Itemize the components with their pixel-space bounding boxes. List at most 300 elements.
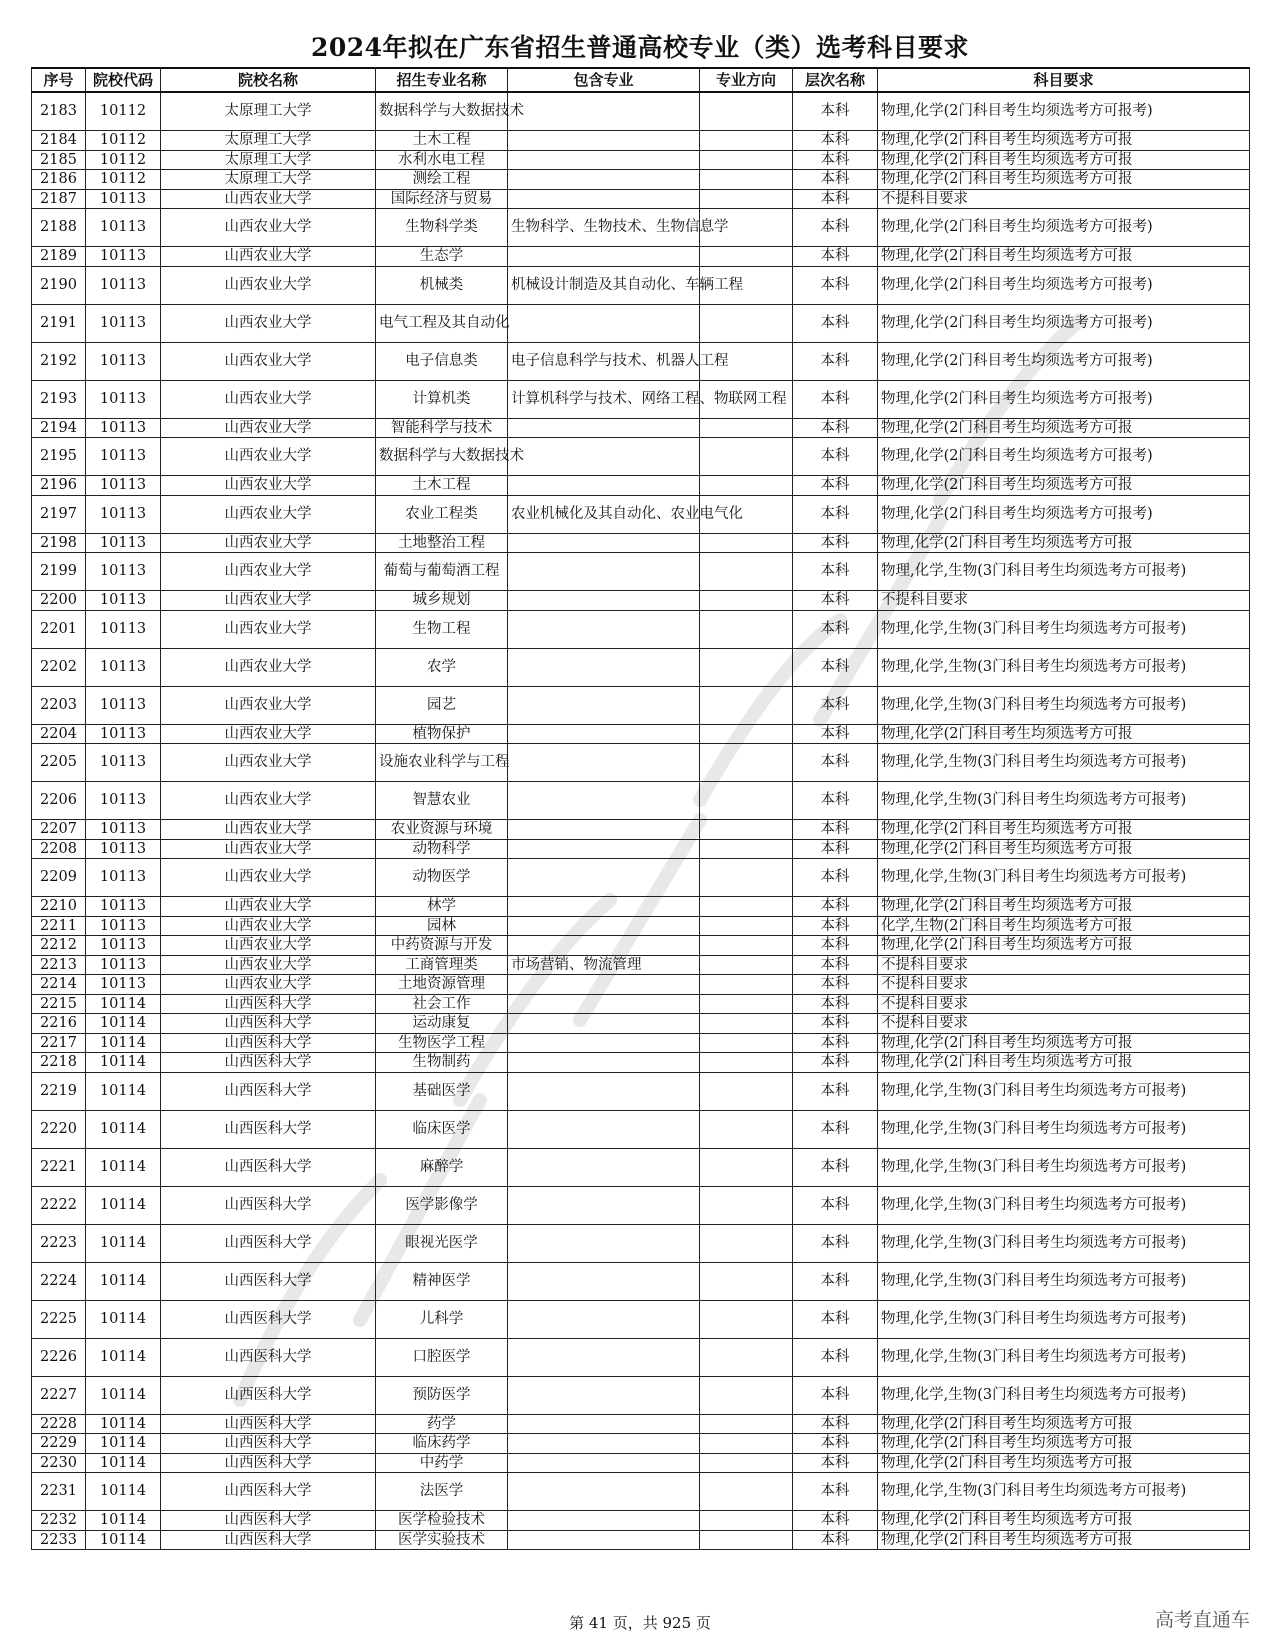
table-row <box>32 495 1250 533</box>
table-row <box>32 438 1250 476</box>
cell-level: 本科 <box>793 1053 878 1073</box>
cell-school-name: 山西医科大学 <box>161 1072 376 1110</box>
cell-level: 本科 <box>793 782 878 820</box>
page-title: 2024年拟在广东省招生普通高校专业（类）选考科目要求 <box>310 33 970 62</box>
cell-requirements: 物理,化学,生物(3门科目考生均须选考方可报考) <box>878 1224 1250 1262</box>
requirements-table <box>31 67 1250 1550</box>
cell-requirements: 物理,化学,生物(3门科目考生均须选考方可报考) <box>878 1072 1250 1110</box>
cell-direction <box>700 591 793 611</box>
table-row <box>32 994 1250 1014</box>
cell-index: 2201 <box>32 610 86 648</box>
cell-included-majors <box>508 1148 700 1186</box>
table-row <box>32 304 1250 342</box>
table-header-row <box>32 68 1250 92</box>
cell-level: 本科 <box>793 553 878 591</box>
cell-requirements: 物理,化学(2门科目考生均须选考方可报考) <box>878 92 1250 131</box>
cell-direction <box>700 1262 793 1300</box>
table-row <box>32 1186 1250 1224</box>
cell-included-majors <box>508 1453 700 1473</box>
cell-school-code: 10113 <box>86 533 161 553</box>
cell-included-majors: 生物科学、生物技术、生物信息学 <box>508 209 700 247</box>
cell-major-name: 机械类 <box>376 266 508 304</box>
table-row <box>32 591 1250 611</box>
cell-index: 2225 <box>32 1300 86 1338</box>
cell-direction <box>700 1224 793 1262</box>
cell-school-code: 10114 <box>86 1473 161 1511</box>
cell-major-name: 土木工程 <box>376 476 508 496</box>
cell-major-name: 临床医学 <box>376 1110 508 1148</box>
brand-watermark: 高考直通车 <box>1154 1609 1250 1631</box>
cell-direction <box>700 820 793 840</box>
cell-direction <box>700 975 793 995</box>
cell-level: 本科 <box>793 380 878 418</box>
cell-level: 本科 <box>793 342 878 380</box>
cell-level: 本科 <box>793 744 878 782</box>
cell-school-name: 山西农业大学 <box>161 342 376 380</box>
cell-level: 本科 <box>793 438 878 476</box>
cell-school-code: 10113 <box>86 897 161 917</box>
table-row <box>32 744 1250 782</box>
cell-direction <box>700 304 793 342</box>
cell-index: 2226 <box>32 1338 86 1376</box>
cell-index: 2186 <box>32 170 86 190</box>
cell-requirements: 物理,化学(2门科目考生均须选考方可报 <box>878 1511 1250 1531</box>
cell-level: 本科 <box>793 1224 878 1262</box>
cell-school-name: 山西医科大学 <box>161 1014 376 1034</box>
cell-school-code: 10114 <box>86 1014 161 1034</box>
cell-index: 2229 <box>32 1434 86 1454</box>
cell-requirements: 不提科目要求 <box>878 994 1250 1014</box>
cell-major-name: 法医学 <box>376 1473 508 1511</box>
table-row <box>32 936 1250 956</box>
cell-requirements: 物理,化学,生物(3门科目考生均须选考方可报考) <box>878 1473 1250 1511</box>
cell-school-code: 10113 <box>86 304 161 342</box>
cell-school-code: 10113 <box>86 189 161 209</box>
table-row <box>32 1148 1250 1186</box>
cell-school-name: 山西医科大学 <box>161 1224 376 1262</box>
cell-included-majors <box>508 476 700 496</box>
cell-requirements: 物理,化学,生物(3门科目考生均须选考方可报考) <box>878 686 1250 724</box>
cell-level: 本科 <box>793 839 878 859</box>
table-row <box>32 648 1250 686</box>
cell-direction <box>700 553 793 591</box>
table-row <box>32 686 1250 724</box>
cell-school-name: 山西农业大学 <box>161 859 376 897</box>
cell-school-code: 10114 <box>86 994 161 1014</box>
cell-direction <box>700 418 793 438</box>
cell-level: 本科 <box>793 1434 878 1454</box>
cell-requirements: 物理,化学,生物(3门科目考生均须选考方可报考) <box>878 610 1250 648</box>
cell-school-name: 山西医科大学 <box>161 1414 376 1434</box>
cell-level: 本科 <box>793 897 878 917</box>
cell-major-name: 土地整治工程 <box>376 533 508 553</box>
cell-major-name: 预防医学 <box>376 1376 508 1414</box>
cell-index: 2199 <box>32 553 86 591</box>
cell-included-majors <box>508 724 700 744</box>
cell-level: 本科 <box>793 1511 878 1531</box>
cell-school-name: 太原理工大学 <box>161 170 376 190</box>
cell-level: 本科 <box>793 1072 878 1110</box>
cell-direction <box>700 1033 793 1053</box>
cell-major-name: 生态学 <box>376 247 508 267</box>
table-row <box>32 1473 1250 1511</box>
cell-included-majors <box>508 1224 700 1262</box>
cell-included-majors <box>508 189 700 209</box>
cell-school-code: 10113 <box>86 418 161 438</box>
cell-school-name: 山西农业大学 <box>161 686 376 724</box>
cell-included-majors <box>508 418 700 438</box>
cell-included-majors <box>508 533 700 553</box>
page-footer: 第 41 页，共 925 页 <box>569 1614 711 1632</box>
cell-level: 本科 <box>793 170 878 190</box>
cell-school-name: 山西农业大学 <box>161 553 376 591</box>
cell-school-name: 山西医科大学 <box>161 1033 376 1053</box>
cell-major-name: 水利水电工程 <box>376 150 508 170</box>
cell-school-name: 山西农业大学 <box>161 975 376 995</box>
cell-school-name: 山西农业大学 <box>161 782 376 820</box>
table-row <box>32 1300 1250 1338</box>
table-row <box>32 859 1250 897</box>
cell-school-name: 山西农业大学 <box>161 839 376 859</box>
cell-included-majors <box>508 92 700 131</box>
cell-school-name: 山西医科大学 <box>161 1300 376 1338</box>
table-row <box>32 820 1250 840</box>
cell-school-code: 10114 <box>86 1262 161 1300</box>
table-row <box>32 209 1250 247</box>
cell-major-name: 生物工程 <box>376 610 508 648</box>
cell-included-majors <box>508 936 700 956</box>
cell-major-name: 园艺 <box>376 686 508 724</box>
cell-major-name: 植物保护 <box>376 724 508 744</box>
cell-direction <box>700 1473 793 1511</box>
cell-included-majors <box>508 859 700 897</box>
cell-major-name: 动物医学 <box>376 859 508 897</box>
cell-index: 2208 <box>32 839 86 859</box>
cell-major-name: 医学影像学 <box>376 1186 508 1224</box>
cell-included-majors <box>508 1014 700 1034</box>
cell-major-name: 麻醉学 <box>376 1148 508 1186</box>
col-header-major-name: 招生专业名称 <box>376 68 508 92</box>
cell-included-majors <box>508 994 700 1014</box>
cell-school-name: 山西医科大学 <box>161 1511 376 1531</box>
cell-direction <box>700 533 793 553</box>
cell-major-name: 农业工程类 <box>376 495 508 533</box>
cell-requirements: 物理,化学(2门科目考生均须选考方可报 <box>878 1414 1250 1434</box>
cell-included-majors <box>508 304 700 342</box>
cell-index: 2197 <box>32 495 86 533</box>
cell-requirements: 化学,生物(2门科目考生均须选考方可报 <box>878 916 1250 936</box>
table-row <box>32 1262 1250 1300</box>
cell-index: 2221 <box>32 1148 86 1186</box>
table-row <box>32 1014 1250 1034</box>
cell-index: 2231 <box>32 1473 86 1511</box>
col-header-requirements: 科目要求 <box>878 68 1250 92</box>
cell-index: 2210 <box>32 897 86 917</box>
cell-school-code: 10113 <box>86 495 161 533</box>
cell-included-majors <box>508 839 700 859</box>
cell-major-name: 城乡规划 <box>376 591 508 611</box>
cell-requirements: 物理,化学(2门科目考生均须选考方可报考) <box>878 266 1250 304</box>
cell-requirements: 物理,化学(2门科目考生均须选考方可报考) <box>878 438 1250 476</box>
cell-school-code: 10112 <box>86 170 161 190</box>
cell-index: 2200 <box>32 591 86 611</box>
cell-school-code: 10114 <box>86 1072 161 1110</box>
cell-school-name: 山西农业大学 <box>161 476 376 496</box>
table-row <box>32 1530 1250 1550</box>
table-row <box>32 533 1250 553</box>
cell-direction <box>700 1186 793 1224</box>
col-header-direction: 专业方向 <box>700 68 793 92</box>
cell-school-code: 10113 <box>86 686 161 724</box>
cell-school-code: 10114 <box>86 1453 161 1473</box>
cell-major-name: 土地资源管理 <box>376 975 508 995</box>
table-row <box>32 1338 1250 1376</box>
cell-requirements: 物理,化学(2门科目考生均须选考方可报 <box>878 1033 1250 1053</box>
col-header-school-code: 院校代码 <box>86 68 161 92</box>
cell-requirements: 物理,化学,生物(3门科目考生均须选考方可报考) <box>878 859 1250 897</box>
cell-requirements: 物理,化学(2门科目考生均须选考方可报考) <box>878 304 1250 342</box>
cell-requirements: 物理,化学,生物(3门科目考生均须选考方可报考) <box>878 1148 1250 1186</box>
cell-requirements: 物理,化学,生物(3门科目考生均须选考方可报考) <box>878 1300 1250 1338</box>
cell-level: 本科 <box>793 247 878 267</box>
cell-school-code: 10113 <box>86 975 161 995</box>
cell-requirements: 物理,化学(2门科目考生均须选考方可报 <box>878 839 1250 859</box>
cell-major-name: 葡萄与葡萄酒工程 <box>376 553 508 591</box>
cell-school-code: 10113 <box>86 553 161 591</box>
cell-school-code: 10113 <box>86 209 161 247</box>
cell-school-name: 山西农业大学 <box>161 936 376 956</box>
cell-school-code: 10114 <box>86 1224 161 1262</box>
cell-school-code: 10113 <box>86 610 161 648</box>
cell-school-name: 山西农业大学 <box>161 247 376 267</box>
cell-school-code: 10113 <box>86 859 161 897</box>
cell-included-majors <box>508 1300 700 1338</box>
cell-index: 2222 <box>32 1186 86 1224</box>
cell-included-majors <box>508 1338 700 1376</box>
cell-index: 2218 <box>32 1053 86 1073</box>
cell-included-majors: 机械设计制造及其自动化、车辆工程 <box>508 266 700 304</box>
cell-school-name: 太原理工大学 <box>161 150 376 170</box>
cell-major-name: 计算机类 <box>376 380 508 418</box>
cell-direction <box>700 438 793 476</box>
cell-major-name: 数据科学与大数据技术 <box>376 438 508 476</box>
cell-school-name: 山西农业大学 <box>161 438 376 476</box>
cell-index: 2220 <box>32 1110 86 1148</box>
cell-direction <box>700 1072 793 1110</box>
cell-school-name: 太原理工大学 <box>161 92 376 131</box>
cell-direction <box>700 476 793 496</box>
cell-major-name: 土木工程 <box>376 131 508 151</box>
cell-included-majors: 计算机科学与技术、网络工程、物联网工程 <box>508 380 700 418</box>
cell-included-majors <box>508 247 700 267</box>
cell-direction <box>700 724 793 744</box>
cell-level: 本科 <box>793 1148 878 1186</box>
cell-major-name: 儿科学 <box>376 1300 508 1338</box>
cell-index: 2203 <box>32 686 86 724</box>
cell-index: 2228 <box>32 1414 86 1434</box>
cell-index: 2217 <box>32 1033 86 1053</box>
cell-school-name: 山西医科大学 <box>161 1338 376 1376</box>
table-row <box>32 131 1250 151</box>
cell-index: 2189 <box>32 247 86 267</box>
cell-direction <box>700 610 793 648</box>
table-row <box>32 553 1250 591</box>
cell-level: 本科 <box>793 533 878 553</box>
cell-school-code: 10114 <box>86 1110 161 1148</box>
cell-level: 本科 <box>793 150 878 170</box>
cell-index: 2230 <box>32 1453 86 1473</box>
cell-requirements: 物理,化学(2门科目考生均须选考方可报 <box>878 1053 1250 1073</box>
cell-requirements: 物理,化学,生物(3门科目考生均须选考方可报考) <box>878 1186 1250 1224</box>
cell-level: 本科 <box>793 1110 878 1148</box>
cell-direction <box>700 916 793 936</box>
cell-major-name: 生物科学类 <box>376 209 508 247</box>
table-row <box>32 266 1250 304</box>
cell-direction <box>700 1434 793 1454</box>
cell-major-name: 生物医学工程 <box>376 1033 508 1053</box>
cell-school-code: 10113 <box>86 916 161 936</box>
cell-level: 本科 <box>793 916 878 936</box>
cell-major-name: 园林 <box>376 916 508 936</box>
cell-requirements: 不提科目要求 <box>878 189 1250 209</box>
table-row <box>32 380 1250 418</box>
cell-school-code: 10114 <box>86 1376 161 1414</box>
cell-direction <box>700 131 793 151</box>
cell-included-majors <box>508 610 700 648</box>
cell-index: 2187 <box>32 189 86 209</box>
table-row <box>32 170 1250 190</box>
cell-direction <box>700 897 793 917</box>
table-row <box>32 1453 1250 1473</box>
cell-included-majors <box>508 897 700 917</box>
cell-school-name: 山西农业大学 <box>161 744 376 782</box>
cell-level: 本科 <box>793 610 878 648</box>
cell-direction <box>700 955 793 975</box>
cell-major-name: 基础医学 <box>376 1072 508 1110</box>
cell-school-name: 山西医科大学 <box>161 1262 376 1300</box>
cell-requirements: 物理,化学(2门科目考生均须选考方可报 <box>878 820 1250 840</box>
cell-index: 2232 <box>32 1511 86 1531</box>
cell-included-majors <box>508 591 700 611</box>
cell-index: 2209 <box>32 859 86 897</box>
cell-index: 2202 <box>32 648 86 686</box>
cell-included-majors <box>508 1072 700 1110</box>
cell-major-name: 设施农业科学与工程 <box>376 744 508 782</box>
cell-major-name: 农业资源与环境 <box>376 820 508 840</box>
table-row <box>32 247 1250 267</box>
cell-school-code: 10114 <box>86 1300 161 1338</box>
cell-major-name: 电气工程及其自动化 <box>376 304 508 342</box>
cell-index: 2194 <box>32 418 86 438</box>
cell-index: 2214 <box>32 975 86 995</box>
cell-school-name: 山西农业大学 <box>161 724 376 744</box>
cell-level: 本科 <box>793 1033 878 1053</box>
cell-direction <box>700 994 793 1014</box>
cell-included-majors: 农业机械化及其自动化、农业电气化 <box>508 495 700 533</box>
cell-major-name: 数据科学与大数据技术 <box>376 92 508 131</box>
cell-level: 本科 <box>793 1338 878 1376</box>
cell-requirements: 不提科目要求 <box>878 955 1250 975</box>
cell-school-name: 山西医科大学 <box>161 994 376 1014</box>
cell-level: 本科 <box>793 1262 878 1300</box>
cell-level: 本科 <box>793 686 878 724</box>
cell-level: 本科 <box>793 1414 878 1434</box>
cell-included-majors: 电子信息科学与技术、机器人工程 <box>508 342 700 380</box>
cell-school-name: 山西农业大学 <box>161 897 376 917</box>
cell-requirements: 物理,化学(2门科目考生均须选考方可报 <box>878 533 1250 553</box>
cell-major-name: 生物制药 <box>376 1053 508 1073</box>
table-row <box>32 1053 1250 1073</box>
cell-index: 2211 <box>32 916 86 936</box>
table-row <box>32 1072 1250 1110</box>
cell-included-majors <box>508 1376 700 1414</box>
cell-direction <box>700 1300 793 1338</box>
cell-major-name: 林学 <box>376 897 508 917</box>
cell-level: 本科 <box>793 1300 878 1338</box>
cell-index: 2215 <box>32 994 86 1014</box>
cell-index: 2183 <box>32 92 86 131</box>
col-header-school-name: 院校名称 <box>161 68 376 92</box>
cell-school-code: 10113 <box>86 724 161 744</box>
cell-direction <box>700 1530 793 1550</box>
cell-major-name: 药学 <box>376 1414 508 1434</box>
cell-direction <box>700 744 793 782</box>
cell-direction <box>700 782 793 820</box>
cell-major-name: 动物科学 <box>376 839 508 859</box>
cell-major-name: 中药资源与开发 <box>376 936 508 956</box>
table-row <box>32 1110 1250 1148</box>
cell-level: 本科 <box>793 92 878 131</box>
cell-level: 本科 <box>793 820 878 840</box>
cell-school-name: 山西农业大学 <box>161 189 376 209</box>
cell-school-code: 10112 <box>86 150 161 170</box>
cell-level: 本科 <box>793 859 878 897</box>
cell-included-majors <box>508 648 700 686</box>
cell-major-name: 医学检验技术 <box>376 1511 508 1531</box>
cell-index: 2227 <box>32 1376 86 1414</box>
cell-requirements: 物理,化学(2门科目考生均须选考方可报 <box>878 1434 1250 1454</box>
table-row <box>32 1376 1250 1414</box>
cell-direction <box>700 170 793 190</box>
cell-school-name: 山西农业大学 <box>161 610 376 648</box>
cell-major-name: 精神医学 <box>376 1262 508 1300</box>
cell-school-name: 山西农业大学 <box>161 304 376 342</box>
cell-school-code: 10113 <box>86 380 161 418</box>
cell-school-code: 10114 <box>86 1511 161 1531</box>
cell-major-name: 工商管理类 <box>376 955 508 975</box>
cell-included-majors <box>508 820 700 840</box>
cell-level: 本科 <box>793 304 878 342</box>
table-row <box>32 610 1250 648</box>
cell-major-name: 智能科学与技术 <box>376 418 508 438</box>
cell-school-code: 10113 <box>86 839 161 859</box>
cell-level: 本科 <box>793 1473 878 1511</box>
cell-index: 2191 <box>32 304 86 342</box>
cell-school-name: 山西农业大学 <box>161 916 376 936</box>
cell-school-code: 10113 <box>86 266 161 304</box>
table-row <box>32 975 1250 995</box>
cell-index: 2233 <box>32 1530 86 1550</box>
table-body <box>32 92 1250 1550</box>
cell-level: 本科 <box>793 209 878 247</box>
cell-direction <box>700 1148 793 1186</box>
cell-level: 本科 <box>793 1453 878 1473</box>
cell-included-majors <box>508 1511 700 1531</box>
cell-school-name: 山西医科大学 <box>161 1434 376 1454</box>
cell-included-majors: 市场营销、物流管理 <box>508 955 700 975</box>
cell-major-name: 农学 <box>376 648 508 686</box>
cell-school-code: 10113 <box>86 936 161 956</box>
